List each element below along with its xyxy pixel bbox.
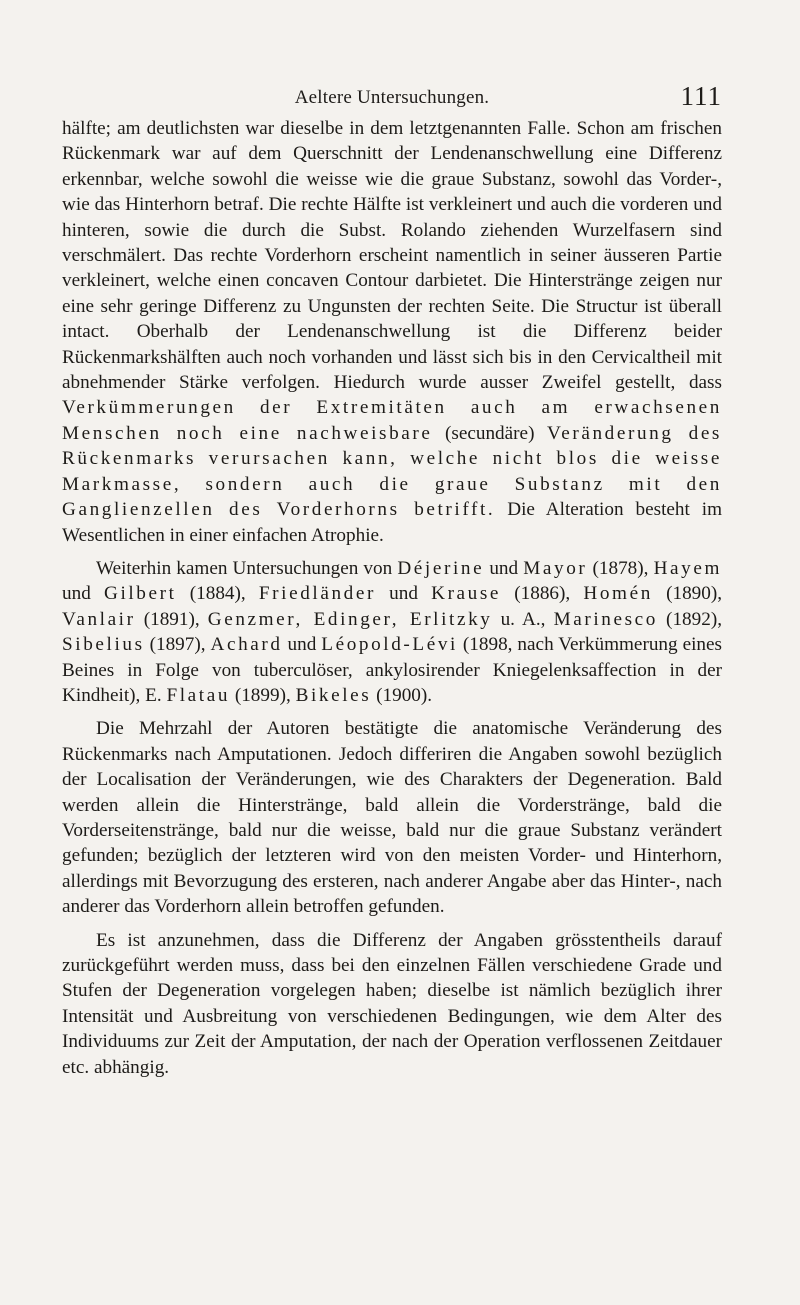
- paragraph: [62, 928, 722, 1080]
- spaced-emphasis: Veränderung des Rückenmarks verursachen kann, welche nicht blos die weisse Markmasse, sondern auch die graue Substanz mit den Ganglienzellen des Vorderhorns betrifft.: [62, 422, 723, 521]
- spaced-emphasis: Flatau: [166, 684, 231, 706]
- running-title: Aeltere Untersuchungen.: [294, 87, 490, 108]
- page-number: 111: [680, 81, 722, 111]
- spaced-emphasis: Mayor: [523, 557, 588, 579]
- text-run: (1899),: [230, 684, 296, 706]
- spaced-emphasis: Vanlair: [62, 608, 136, 630]
- text-run: und: [62, 583, 104, 605]
- text-run: und: [484, 557, 524, 579]
- text-run: (1884),: [176, 583, 259, 605]
- body-text: [62, 116, 722, 1080]
- spaced-emphasis: Hayem: [653, 557, 723, 579]
- spaced-emphasis: Déjerine: [397, 557, 485, 579]
- text-run: Die Mehrzahl der Autoren bestätigte die anatomische Veränderung des Rückenmarks nach Amputationen. Jedoch differiren die Angaben sowohl bezüglich der Localisation der Veränderungen, wie des Charakters der Degeneration. Bald werden allein die Hinterstränge, bald allein die Vorderstränge, bald die Vorderseitenstränge, bald nur die weisse, bald nur die graue Substanz verändert gefunden; bezüglich der letzteren wird von den meisten Vorder- und Hinterhorn, allerdings mit Bevorzugung des ersteren, nach anderer Angabe aber das Hinter-, nach anderer das Vorderhorn allein betroffen gefunden.: [62, 718, 722, 918]
- text-run: (1900).: [371, 684, 433, 706]
- spaced-emphasis: Genzmer, Edinger, Erlitzky: [207, 608, 493, 630]
- text-run: und: [282, 634, 322, 656]
- text-run: (1890),: [652, 583, 723, 605]
- text-run: (1897),: [144, 634, 211, 656]
- text-run: u. A.,: [492, 608, 554, 630]
- text-run: (1898, nach Verkümmerung eines Beines in Folge von tuberculöser, ankylosirender Kniegelenksaffection in der Kindheit), E.: [62, 634, 722, 706]
- text-run: Weiterhin kamen Untersuchungen von: [96, 557, 398, 579]
- text-run: und: [375, 583, 432, 605]
- text-run: (secundäre): [432, 422, 547, 444]
- spaced-emphasis: Homén: [583, 583, 653, 605]
- text-run: Die Alteration besteht im Wesentlichen in einer einfachen Atrophie.: [62, 499, 723, 546]
- spaced-emphasis: Friedländer: [258, 583, 376, 605]
- text-run: (1886),: [501, 583, 584, 605]
- text-run: hälfte; am deutlichsten war dieselbe in dem letztgenannten Falle. Schon am frischen Rückenmark war auf dem Querschnitt der Lendenanschwellung eine Differenz erkennbar, welche sowohl die weisse wie die graue Substanz, sowohl das Vorder-, wie das Hinterhorn betraf. Die rechte Hälfte ist verkleinert und auch die vorderen und hinteren, sowie die durch die Subst. Rolando ziehenden Wurzelfasern sind verschmälert. Das rechte Vorderhorn erscheint namentlich in seiner äusseren Partie verkleinert, welche einen concaven Contour darbietet. Die Hinterstränge zeigen nur eine sehr geringe Differenz zu Ungunsten der rechten Seite. Die Structur ist überall intact. Oberhalb der Lendenanschwellung ist die Differenz beider Rückenmarkshälften auch noch vorhanden und lässt sich bis in den Cervicaltheil mit abnehmender Stärke verfolgen. Hiedurch wurde ausser Zweifel gestellt, dass: [62, 118, 722, 394]
- text-run: (1892),: [657, 608, 723, 630]
- text-run: (1891),: [135, 608, 208, 630]
- spaced-emphasis: Krause: [431, 583, 502, 605]
- spaced-emphasis: Marinesco: [553, 608, 658, 630]
- spaced-emphasis: Sibelius: [62, 634, 145, 656]
- paragraph: [62, 556, 722, 708]
- paragraph: [62, 716, 722, 919]
- spaced-emphasis: Verkümmerungen der Extremitäten auch am erwachsenen Menschen noch eine nachweisbare: [62, 397, 722, 444]
- spaced-emphasis: Gilbert: [103, 583, 177, 605]
- paragraph: [62, 116, 722, 548]
- text-run: Es ist anzunehmen, dass die Differenz der Angaben grösstentheils darauf zurückgeführt werden muss, dass bei den einzelnen Fällen verschiedene Grade und Stufen der Degeneration vorgelegen haben; dieselbe ist nämlich bezüglich ihrer Intensität und Ausbreitung von verschiedenen Bedingungen, wie dem Alter des Individuums zur Zeit der Amputation, der nach der Operation verflossenen Zeitdauer etc. abhängig.: [62, 929, 722, 1078]
- spaced-emphasis: Achard: [210, 634, 283, 656]
- spaced-emphasis: Bikeles: [295, 684, 372, 706]
- spaced-emphasis: Léopold-Lévi: [321, 634, 458, 656]
- text-run: (1878),: [587, 557, 654, 579]
